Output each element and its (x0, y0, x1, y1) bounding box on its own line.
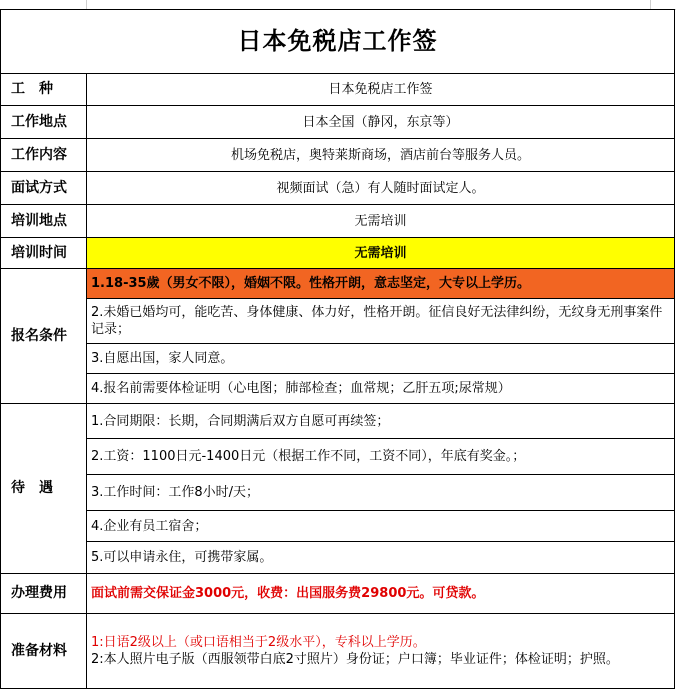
materials-label: 准备材料 (1, 614, 87, 689)
materials-line-2: 2:本人照片电子版（西服领带白底2寸照片）身份证；户口簿；毕业证件；体检证明；护照。 (91, 652, 619, 667)
benefit-item-3: 3.工作时间：工作8小时/天； (87, 475, 675, 511)
location-label: 工作地点 (1, 106, 87, 139)
requirement-item-3: 3.自愿出国，家人同意。 (87, 344, 675, 374)
content-value: 机场免税店，奥特莱斯商场，酒店前台等服务人员。 (87, 139, 675, 172)
content-label: 工作内容 (1, 139, 87, 172)
job-table (0, 9, 675, 689)
requirement-item-1: 1.18-35歲（男女不限），婚姻不限。性格开朗，意志坚定，大专以上学历。 (87, 269, 675, 299)
materials-line-1: 1:日语2级以上（或口语相当于2级水平），专科以上学历。 (91, 635, 426, 650)
benefit-item-4: 4.企业有员工宿舍； (87, 511, 675, 542)
type-label: 工 种 (1, 74, 87, 106)
type-value: 日本免税店工作签 (87, 74, 675, 106)
benefit-item-1: 1.合同期限：长期，合同期满后双方自愿可再续签； (87, 404, 675, 439)
training-place-value: 无需培训 (87, 205, 675, 238)
requirement-item-4: 4.报名前需要体检证明（心电图；肺部检查；血常规；乙肝五项;尿常规） (87, 374, 675, 404)
fees-label: 办理费用 (1, 574, 87, 614)
fees-value: 面试前需交保证金3000元，收费：出国服务费29800元。可贷款。 (87, 574, 675, 614)
location-value: 日本全国（静冈，东京等） (87, 106, 675, 139)
requirement-item-2: 2.未婚已婚均可，能吃苦、身体健康、体力好，性格开朗。征信良好无法律纠纷，无纹身无刑事案件记录； (87, 299, 675, 344)
requirements-label: 报名条件 (1, 269, 87, 404)
interview-label: 面试方式 (1, 172, 87, 205)
materials-cell (87, 614, 675, 689)
benefit-item-2: 2.工资：1100日元-1400日元（根据工作不同，工资不同），年底有奖金。； (87, 439, 675, 475)
interview-value: 视频面试（急）有人随时面试定人。 (87, 172, 675, 205)
training-place-label: 培训地点 (1, 205, 87, 238)
benefits-label: 待 遇 (1, 404, 87, 574)
page-title: 日本免税店工作签 (1, 10, 675, 74)
training-time-value: 无需培训 (87, 238, 675, 269)
benefit-item-5: 5.可以申请永住，可携带家属。 (87, 542, 675, 574)
training-time-label: 培训时间 (1, 238, 87, 269)
